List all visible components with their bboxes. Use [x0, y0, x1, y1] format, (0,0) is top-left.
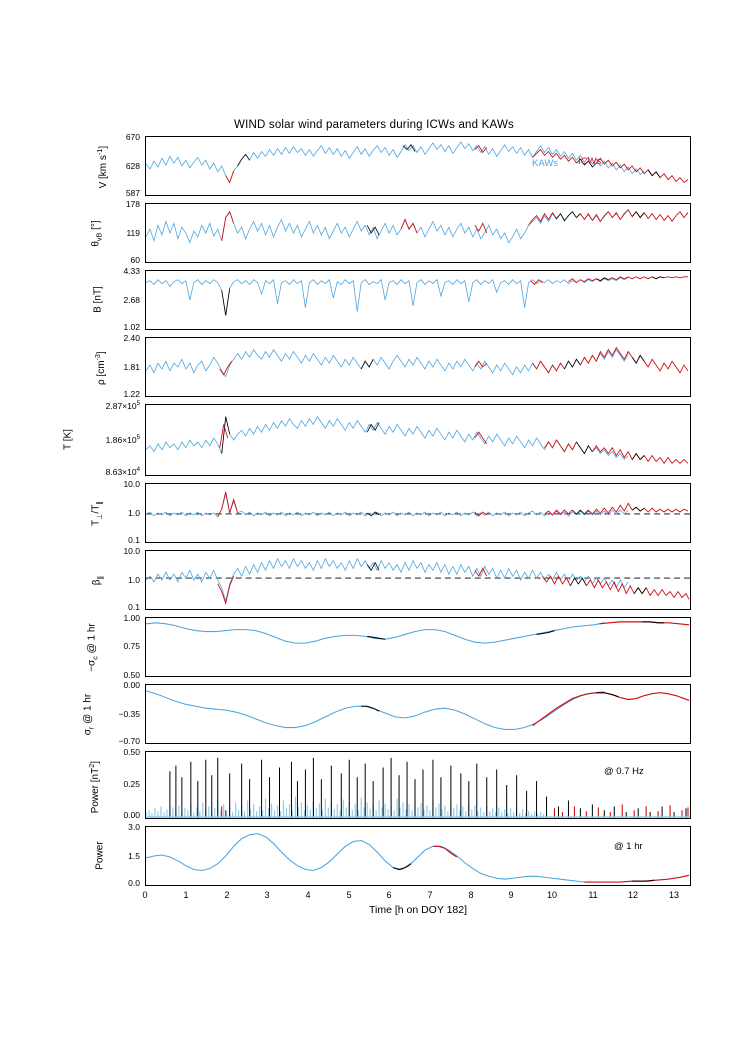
ylabel-bfield: B [nT]: [92, 286, 104, 313]
panel-power-hr-plot: [146, 827, 690, 885]
panel-temp-aniso: [145, 483, 691, 543]
ytick-speed-670: 670: [125, 132, 140, 142]
panel-power-hz-plot: [146, 752, 690, 818]
xtick-2: 2: [224, 890, 230, 900]
panel-sigma-c-plot: [146, 618, 690, 676]
ytick-rho-240: 2.40: [123, 333, 140, 343]
ytick-sigmac-050: 0.50: [123, 670, 140, 680]
xtick-8: 8: [468, 890, 474, 900]
panel-beta-par: [145, 550, 691, 610]
ytick-powhz-000: 0.00: [123, 810, 140, 820]
xtick-9: 9: [508, 890, 514, 900]
ytick-powhr-30: 3.0: [128, 822, 140, 832]
panel-speed-plot: [146, 137, 690, 195]
ytick-powhr-00: 0.0: [128, 878, 140, 888]
xtick-0: 0: [142, 890, 148, 900]
annotation-power-hr: @ 1 hr: [614, 841, 643, 852]
legend-icws: ICWs: [578, 156, 602, 167]
ytick-theta-178: 178: [125, 199, 140, 209]
ylabel-temp-aniso: $T_\perp/T_\parallel$: [90, 501, 104, 526]
ytick-theta-119: 119: [126, 228, 140, 238]
ytick-sigmar-070: −0.70: [118, 736, 140, 746]
panel-density-plot: [146, 338, 690, 396]
panel-temp-aniso-plot: [146, 484, 690, 542]
xtick-1: 1: [183, 890, 189, 900]
ylabel-temperature: T [K]: [62, 429, 74, 450]
ytick-T-863e4: $8.63\times 10^4$: [105, 466, 140, 477]
xlabel: Time [h on DOY 182]: [368, 904, 468, 916]
ylabel-power-hr: Power: [94, 841, 106, 870]
xtick-12: 12: [627, 890, 638, 900]
panel-sigma-r: [145, 684, 691, 744]
xtick-4: 4: [305, 890, 311, 900]
xtick-5: 5: [346, 890, 352, 900]
panel-theta-vb: [145, 203, 691, 263]
xtick-6: 6: [386, 890, 392, 900]
ytick-aniso-01: 0.1: [128, 535, 140, 545]
panel-speed: [145, 136, 691, 196]
ytick-powhz-025: 0.25: [123, 779, 140, 789]
xtick-3: 3: [264, 890, 270, 900]
panel-theta-vb-plot: [146, 204, 690, 262]
ytick-sigmac-100: 1.00: [123, 613, 140, 623]
ylabel-density: ρ $[cm^{-3}]$: [92, 351, 108, 386]
ytick-T-186e5: $1.86\times 10^5$: [105, 434, 140, 445]
ytick-aniso-10: 10.0: [123, 479, 140, 489]
ylabel-sigma-c: $-\sigma_c$ @ 1 hr: [86, 623, 100, 672]
panel-sigma-r-plot: [146, 685, 690, 743]
panel-temperature: [145, 404, 691, 476]
panel-temperature-plot: [146, 405, 690, 475]
ytick-beta-01: 0.1: [128, 602, 140, 612]
ytick-rho-122: 1.22: [123, 389, 140, 399]
figure-title: WIND solar wind parameters during ICWs and KAWs: [234, 119, 514, 131]
ytick-aniso-1: 1.0: [128, 508, 140, 518]
panel-power-hr: [145, 826, 691, 886]
ytick-powhz-050: 0.50: [123, 747, 140, 757]
ytick-theta-60: 60: [130, 255, 140, 265]
ytick-sigmar-000: 0.00: [123, 680, 140, 690]
ytick-b-433: 4.33: [123, 266, 140, 276]
panel-density: [145, 337, 691, 397]
ytick-speed-587: 587: [125, 188, 140, 198]
ylabel-beta-par: $\beta_\parallel$: [91, 575, 105, 586]
xtick-11: 11: [588, 890, 598, 900]
ytick-sigmac-075: 0.75: [123, 641, 140, 651]
ylabel-sigma-r: $\sigma_r$ @ 1 hr: [82, 693, 96, 736]
ytick-speed-628: 628: [125, 161, 140, 171]
ytick-b-102: 1.02: [123, 322, 140, 332]
panel-bfield-plot: [146, 271, 690, 329]
ytick-sigmar-035: −0.35: [118, 709, 140, 719]
xtick-13: 13: [668, 890, 679, 900]
panel-power-hz: [145, 751, 691, 819]
ytick-powhr-15: 1.5: [128, 851, 140, 861]
panel-bfield: [145, 270, 691, 330]
annotation-power-hz: @ 0.7 Hz: [604, 766, 644, 777]
ytick-beta-10: 10.0: [123, 546, 140, 556]
xtick-7: 7: [427, 890, 433, 900]
panel-sigma-c: [145, 617, 691, 677]
ytick-b-268: 2.68: [123, 295, 140, 305]
panel-beta-par-plot: [146, 551, 690, 609]
ylabel-theta-vb: $\theta_{vB}$ [°]: [90, 220, 104, 247]
ytick-T-287e5: $2.87\times 10^5$: [105, 400, 140, 411]
legend-kaws: KAWs: [532, 158, 559, 169]
xtick-10: 10: [546, 890, 557, 900]
ylabel-power-hz: Power $[nT^2]$: [86, 760, 102, 814]
ytick-beta-1: 1.0: [128, 575, 140, 585]
ytick-rho-181: 1.81: [123, 362, 140, 372]
ylabel-speed: V [km $s^{-1}$]: [94, 145, 110, 189]
